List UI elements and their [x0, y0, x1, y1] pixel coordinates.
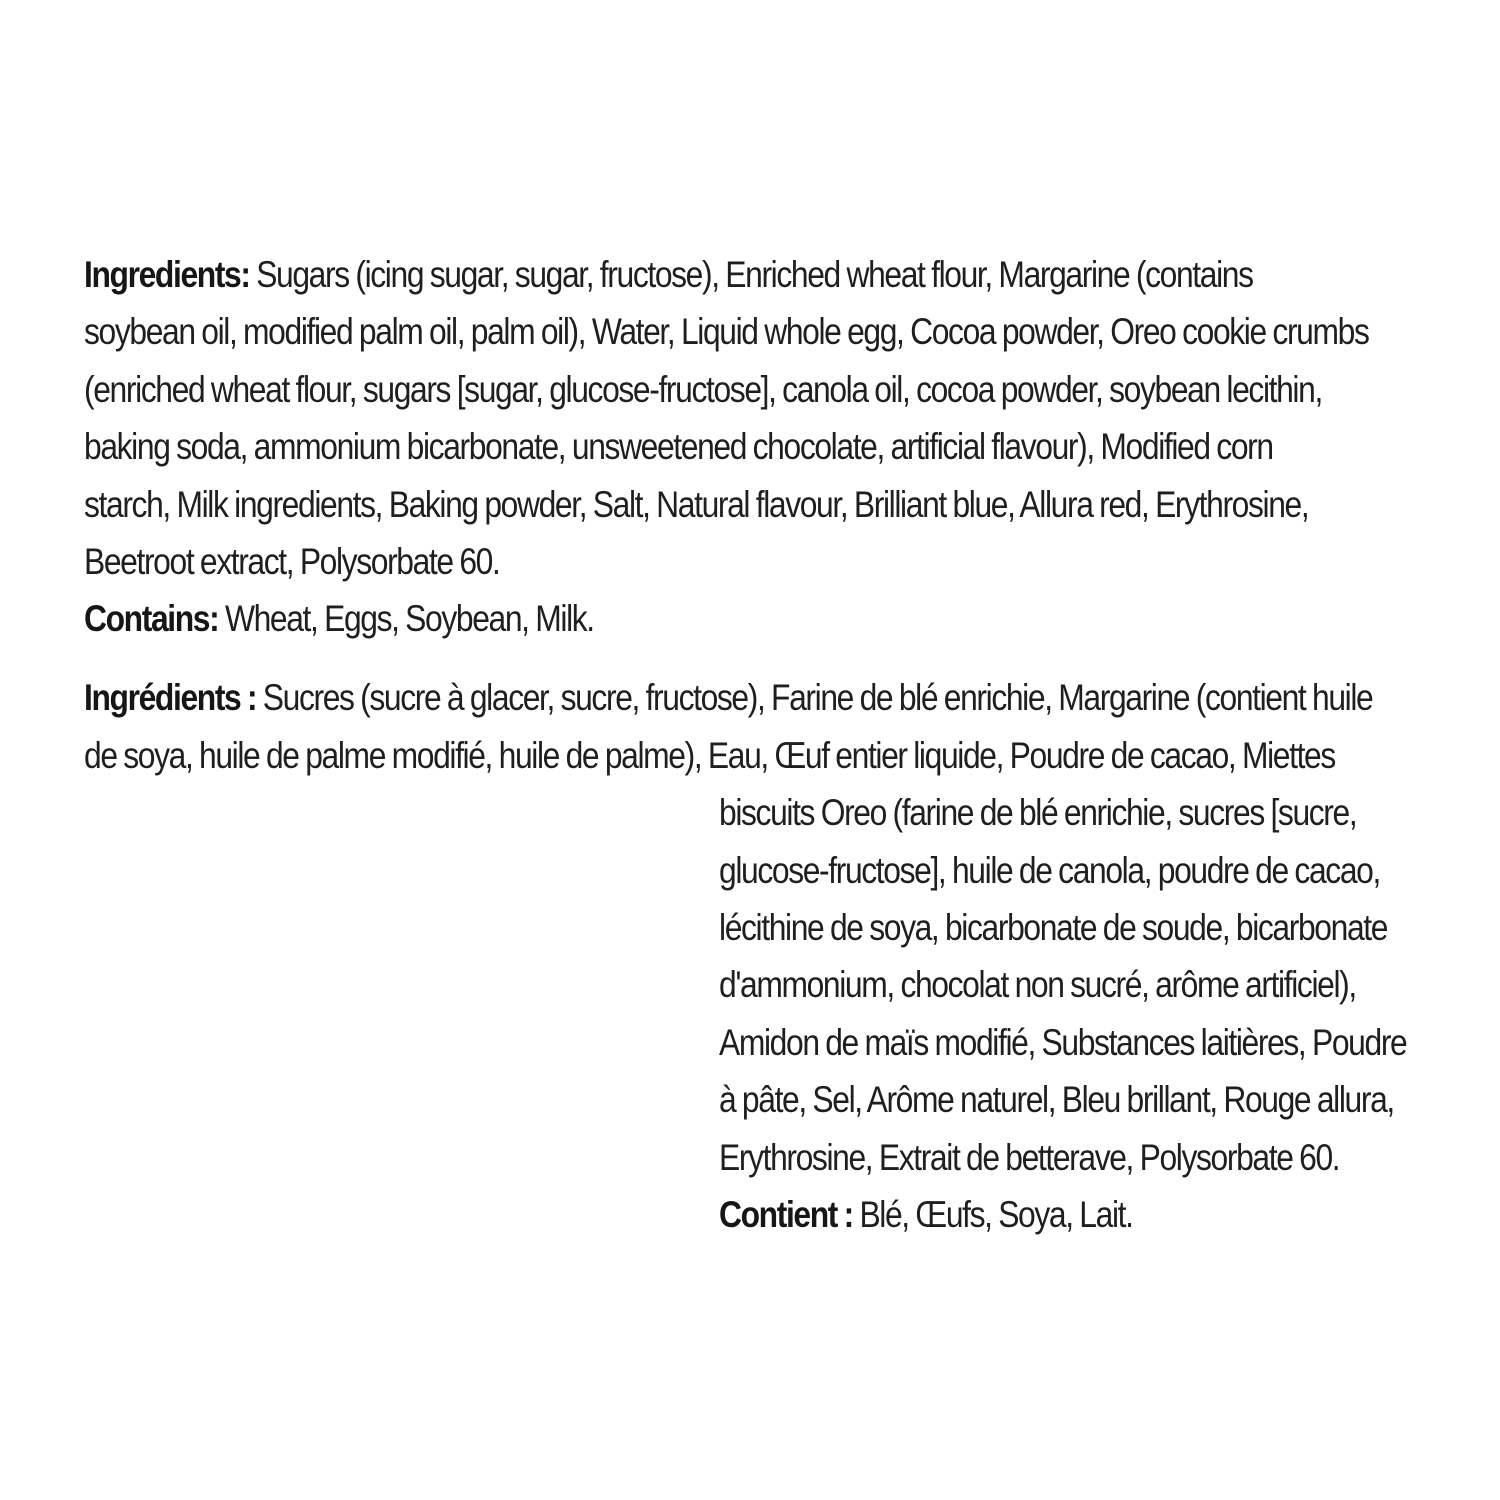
english-ingredients-line-2: soybean oil, modified palm oil, palm oil), Water, Liquid whole egg, Cocoa powder, Oreo cookie crumbs — [84, 311, 1369, 352]
french-contains-line: Contient : Blé, Œufs, Soya, Lait. — [719, 1194, 1133, 1235]
french-ingredients-line-1: Ingrédients : Sucres (sucre à glacer, sucre, fructose), Farine de blé enrichie, Margarine (contient huile — [84, 677, 1373, 718]
english-contains-line: Contains: Wheat, Eggs, Soybean, Milk. — [84, 598, 594, 639]
french-ingredients-line-2: de soya, huile de palme modifié, huile de palme), Eau, Œuf entier liquide, Poudre de cacao, Miettes — [84, 735, 1335, 776]
french-ingredients-line-8: à pâte, Sel, Arôme naturel, Bleu brillant, Rouge allura, — [719, 1079, 1394, 1120]
french-ingredients-line-4: glucose-fructose], huile de canola, poudre de cacao, — [719, 850, 1380, 891]
french-ingredients-line-9: Erythrosine, Extrait de betterave, Polysorbate 60. — [719, 1137, 1340, 1178]
english-ingredients-heading: Ingredients: — [84, 254, 250, 295]
french-ingredients-line-5: lécithine de soya, bicarbonate de soude, bicarbonate — [719, 907, 1388, 948]
english-ingredients-line-3: (enriched wheat flour, sugars [sugar, glucose-fructose], canola oil, cocoa powder, soybean lecithin, — [84, 369, 1322, 410]
english-ingredients-line-4: baking soda, ammonium bicarbonate, unsweetened chocolate, artificial flavour), Modified corn — [84, 426, 1273, 467]
french-contains-heading: Contient : — [719, 1194, 853, 1235]
english-contains-heading: Contains: — [84, 598, 219, 639]
english-ingredients-line-1: Ingredients: Sugars (icing sugar, sugar, fructose), Enriched wheat flour, Margarine (contains — [84, 254, 1253, 295]
french-ingredients-heading: Ingrédients : — [84, 677, 257, 718]
english-ingredients-line-5: starch, Milk ingredients, Baking powder, Salt, Natural flavour, Brilliant blue, Allura red, Erythrosine, — [84, 484, 1309, 525]
french-ingredients-line-3: biscuits Oreo (farine de blé enrichie, sucres [sucre, — [719, 792, 1357, 833]
french-ingredients-line-6: d'ammonium, chocolat non sucré, arôme artificiel), — [719, 964, 1356, 1005]
english-ingredients-line-6: Beetroot extract, Polysorbate 60. — [84, 541, 500, 582]
french-ingredients-line-7: Amidon de maïs modifié, Substances laitières, Poudre — [719, 1022, 1407, 1063]
